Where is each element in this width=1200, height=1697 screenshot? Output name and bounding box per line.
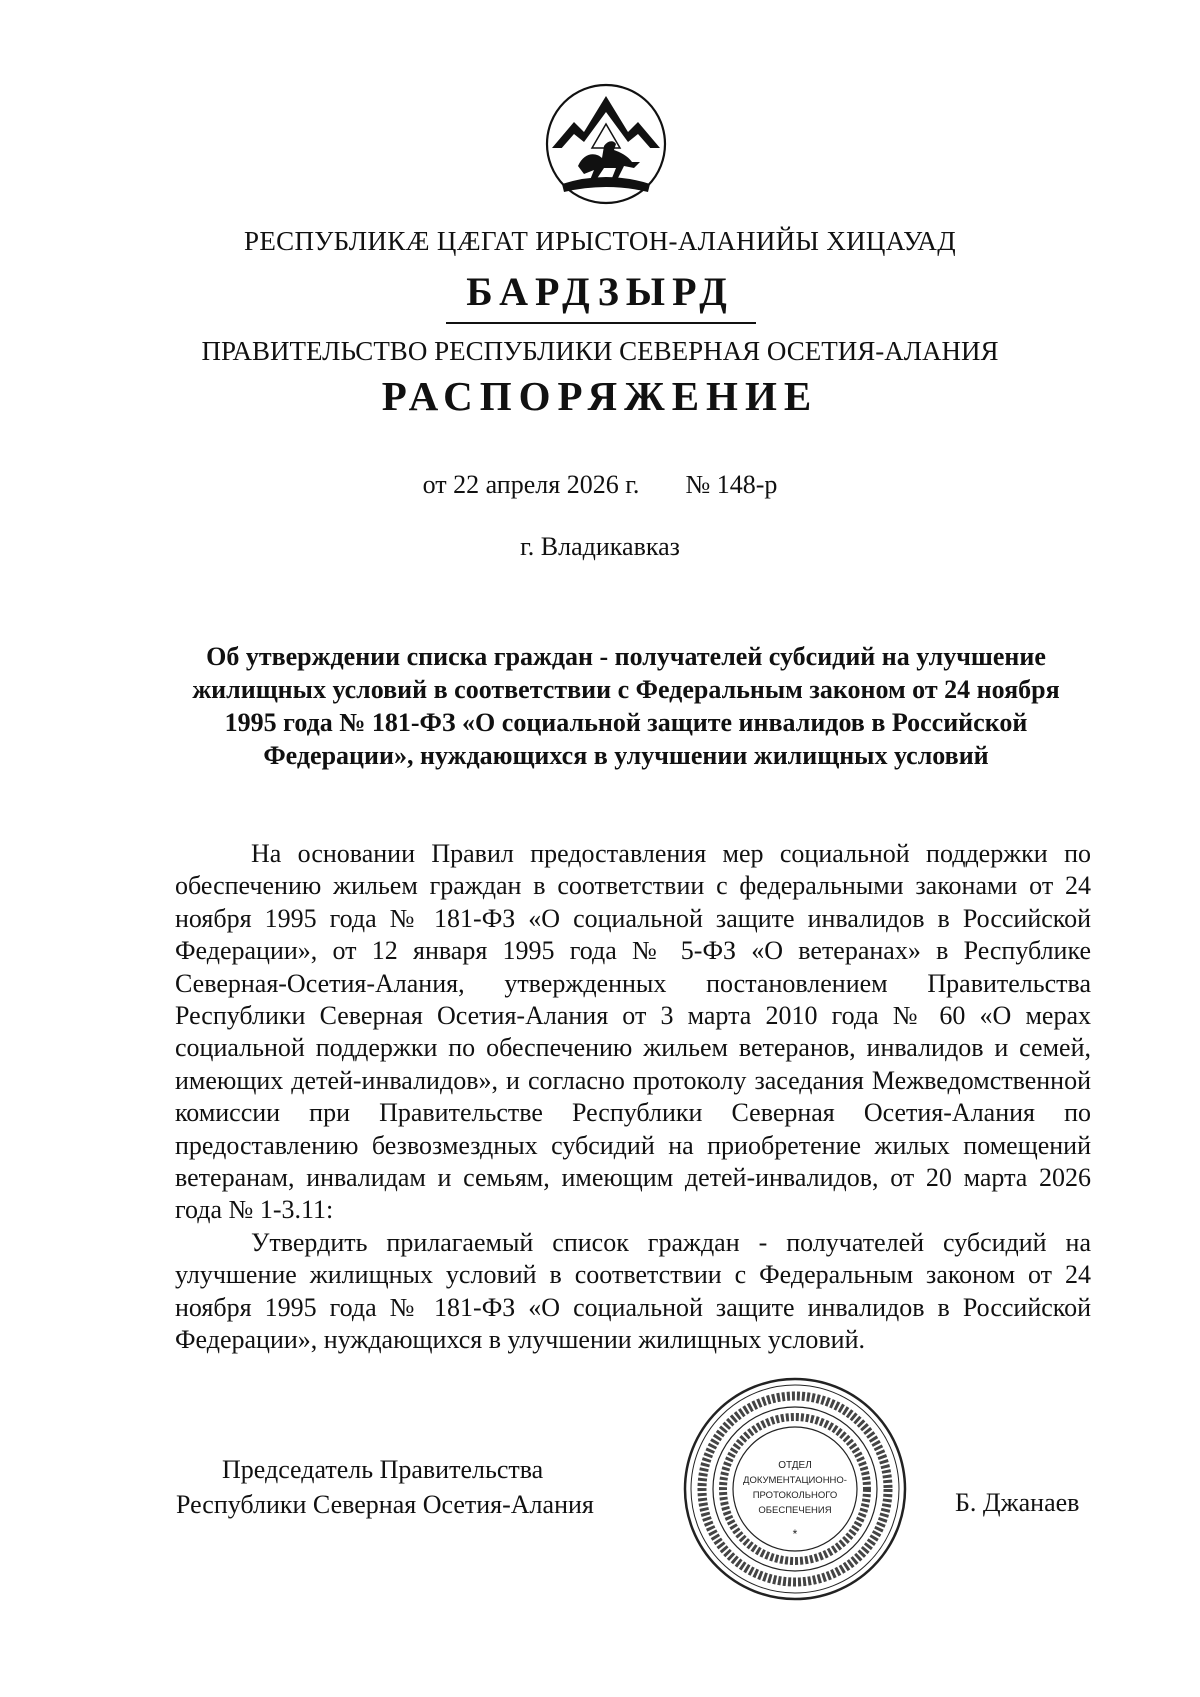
official-seal-icon xyxy=(682,1376,908,1602)
seal-center-line: ПРОТОКОЛЬНОГО xyxy=(752,1490,838,1501)
title-divider xyxy=(446,322,756,324)
document-city: г. Владикавказ xyxy=(520,532,680,561)
government-title-ossetian: РЕСПУБЛИКӔ ЦӔГАТ ИРЫСТОН-АЛАНИЙЫ ХИЦАУАД xyxy=(244,226,956,256)
document-body xyxy=(175,838,1091,1357)
document-date: от 22 апреля 2026 г. xyxy=(422,470,640,499)
document-subject: Об утверждении списка граждан - получателей субсидий на улучшение жилищных условий в соответствии с Федеральным законом от 24 ноября 1995 года № 181-ФЗ «О социальной защите инвалидов в Российской Федерации», нуждающихся в улучшении жилищных условий xyxy=(192,642,1060,770)
date-number-line xyxy=(0,470,1200,500)
signer-name: Б. Джанаев xyxy=(955,1488,1080,1517)
document-number: № 148-р xyxy=(685,470,778,499)
document-type-russian: РАСПОРЯЖЕНИЕ xyxy=(381,373,819,419)
signer-position xyxy=(176,1452,594,1522)
body-paragraph: На основании Правил предоставления мер социальной поддержки по обеспечению жильем граждан в соответствии с федеральными законами от 24 ноября 1995 года № 181-ФЗ «О социальной защите инвалидов в Российской Федерации», от 12 января 1995 года № 5-ФЗ «О ветеранах» в Республике Северная-Осетия-Алания, утвержденных постановлением Правительства Республики Северная Осетия-Алания от 3 марта 2010 года № 60 «О мерах социальной поддержки по обеспечению жильем ветеранов, инвалидов и семей, имеющих детей-инвалидов», и согласно протоколу заседания Межведомственной комиссии при Правительстве Республики Северная Осетия-Алания по предоставлению безвозмездных субсидий на приобретение жилых помещений ветеранам, инвалидам и семьям, имеющим детей-инвалидов, от 20 марта 2026 года № 1-3.11: xyxy=(175,839,1091,1225)
body-paragraph: Утвердить прилагаемый список граждан - получателей субсидий на улучшение жилищных условий в соответствии с Федеральным законом от 24 ноября 1995 года № 181-ФЗ «О социальной защите инвалидов в Российской Федерации», нуждающихся в улучшении жилищных условий. xyxy=(175,1227,1091,1355)
coat-of-arms-icon xyxy=(544,82,668,206)
government-title-russian: ПРАВИТЕЛЬСТВО РЕСПУБЛИКИ СЕВЕРНАЯ ОСЕТИЯ-АЛАНИЯ xyxy=(201,336,999,366)
document-type-ossetian: БАРДЗЫРД xyxy=(466,269,734,314)
seal-center-line: ОБЕСПЕЧЕНИЯ xyxy=(758,1505,832,1516)
seal-center-line: ОТДЕЛ xyxy=(778,1460,812,1471)
svg-text:*: * xyxy=(792,1527,798,1541)
seal-center-line: ДОКУМЕНТАЦИОННО- xyxy=(743,1475,847,1486)
signer-position-line: Председатель Правительства xyxy=(222,1455,544,1484)
signer-position-line: Республики Северная Осетия-Алания xyxy=(176,1490,594,1519)
